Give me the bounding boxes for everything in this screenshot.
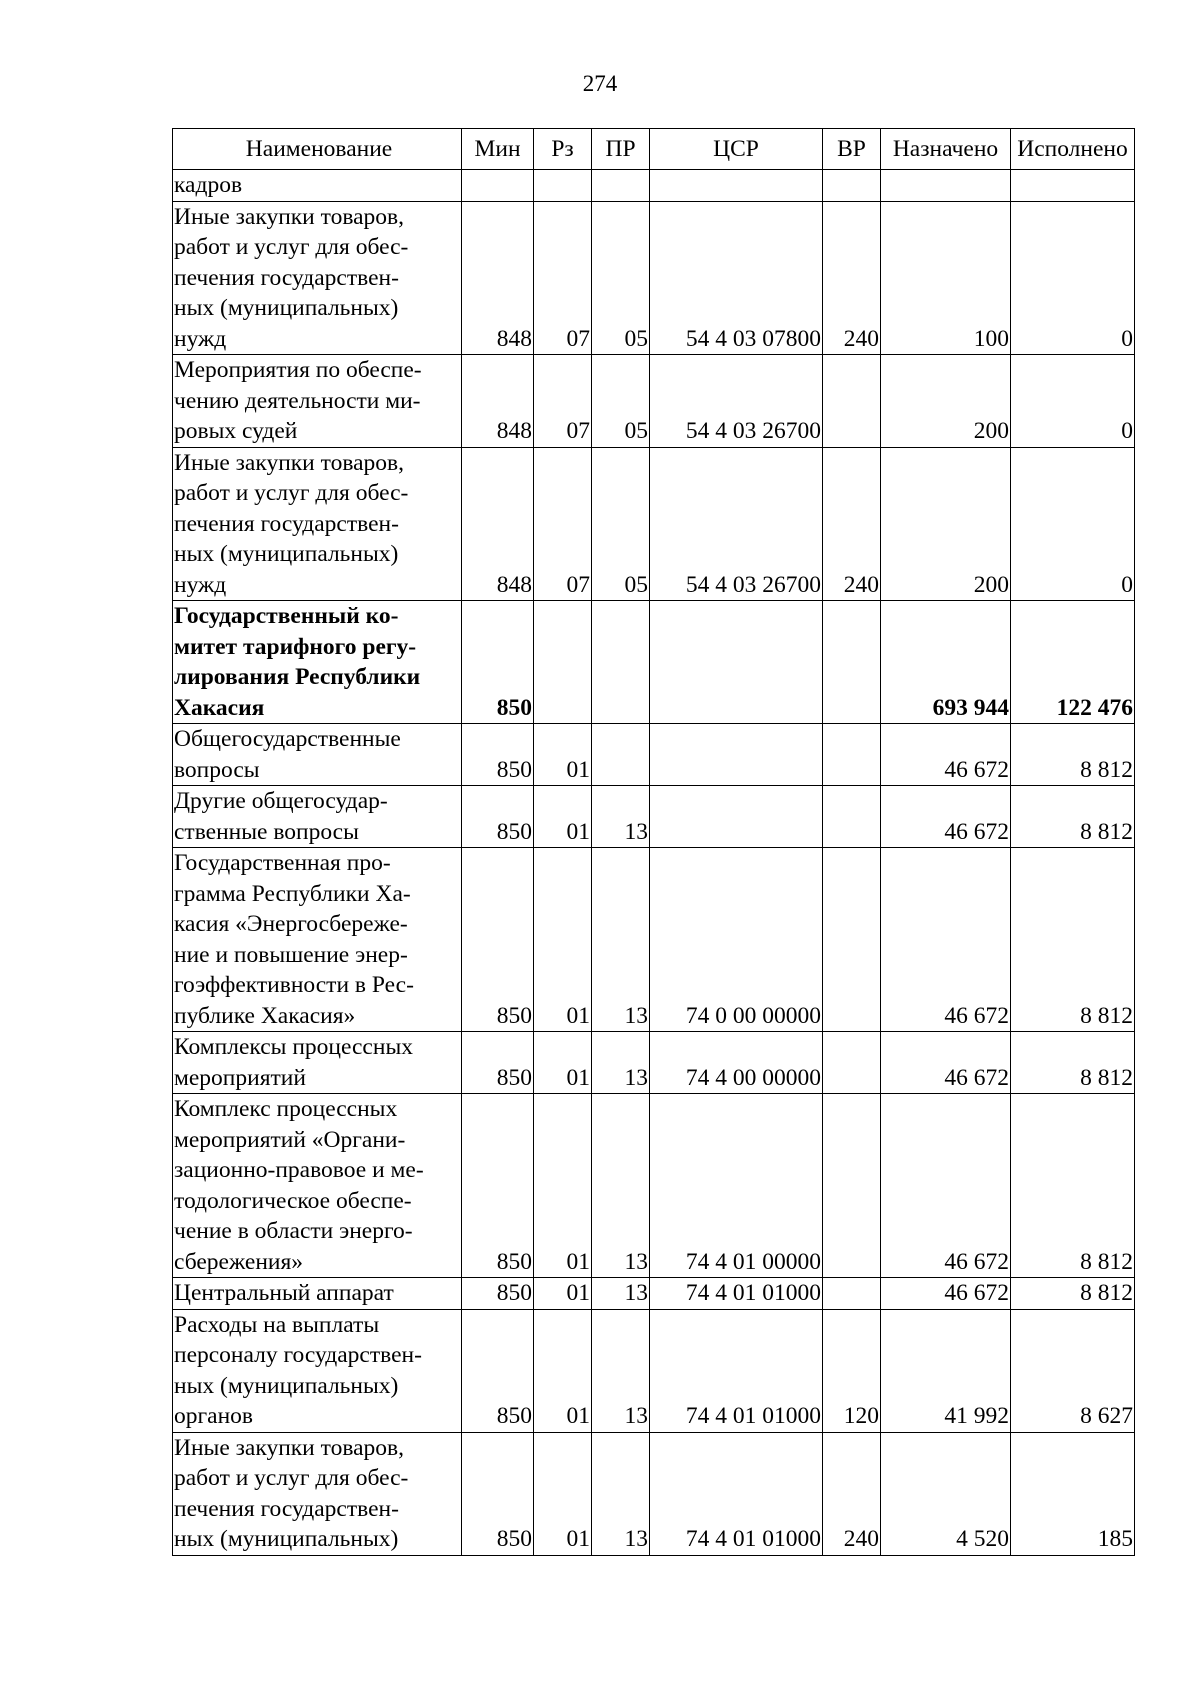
table-row [173, 170, 1135, 202]
name-line: Государственный ко- [174, 603, 399, 629]
table-row [173, 447, 1135, 601]
executed-cell: 8 812 [1011, 1032, 1135, 1094]
name-line: работ и услуг для обес- [174, 234, 409, 260]
vr-cell [823, 355, 881, 448]
vr-cell [823, 1278, 881, 1310]
table-row [173, 201, 1135, 355]
name-cell [173, 1094, 462, 1278]
name-line: Общегосударственные [174, 726, 401, 752]
name-line: касия «Энергосбереже- [174, 911, 408, 937]
name-line: работ и услуг для обес- [174, 1465, 409, 1491]
rz-cell: 01 [534, 1278, 592, 1310]
name-line: ных (муниципальных) [174, 1372, 399, 1399]
assigned-cell: 41 992 [881, 1309, 1011, 1432]
name-line: печения государствен- [174, 264, 399, 291]
table-header-row [173, 129, 1135, 170]
rz-cell: 01 [534, 724, 592, 786]
executed-cell: 122 476 [1011, 601, 1135, 724]
min-cell: 848 [462, 447, 534, 601]
name-line: публике Хакасия» [174, 1002, 356, 1029]
assigned-cell: 46 672 [881, 848, 1011, 1032]
name-line: лирования Республики [174, 664, 421, 690]
name-line: тодологическое обеспе- [174, 1187, 412, 1214]
name-cell [173, 848, 462, 1032]
name-line: персоналу государствен- [174, 1342, 422, 1368]
name-line: мероприятий «Органи- [174, 1126, 406, 1153]
header-name: Наименование [173, 129, 462, 170]
name-line: ных (муниципальных) [174, 295, 399, 321]
executed-cell: 8 627 [1011, 1309, 1135, 1432]
csr-cell [650, 724, 823, 786]
csr-cell: 74 4 01 01000 [650, 1432, 823, 1555]
executed-cell: 0 [1011, 355, 1135, 448]
name-line: гоэффективности в Рес- [174, 972, 414, 998]
vr-cell [823, 724, 881, 786]
name-line: нужд [174, 571, 227, 598]
assigned-cell: 4 520 [881, 1432, 1011, 1555]
rz-cell: 07 [534, 201, 592, 355]
name-line: чение в области энерго- [174, 1218, 413, 1244]
name-line: Иные закупки товаров, [174, 203, 405, 230]
header-rz: Рз [534, 129, 592, 170]
name-line: вопросы [174, 756, 260, 783]
name-cell [173, 1032, 462, 1094]
vr-cell [823, 601, 881, 724]
name-line: Комплекс процессных [174, 1096, 398, 1122]
header-min: Мин [462, 129, 534, 170]
name-cell [173, 355, 462, 448]
name-line: Государственная про- [174, 850, 391, 876]
name-line: печения государствен- [174, 510, 399, 537]
csr-cell [650, 786, 823, 848]
name-line: ных (муниципальных) [174, 541, 399, 567]
rz-cell: 01 [534, 1094, 592, 1278]
table-row [173, 1278, 1135, 1310]
header-assigned: Назначено [881, 129, 1011, 170]
executed-cell: 0 [1011, 201, 1135, 355]
executed-cell: 8 812 [1011, 1278, 1135, 1310]
name-line: ных (муниципальных) [174, 1526, 399, 1552]
executed-cell: 8 812 [1011, 786, 1135, 848]
name-cell [173, 1309, 462, 1432]
name-line: Расходы на выплаты [174, 1311, 380, 1338]
csr-cell: 74 0 00 00000 [650, 848, 823, 1032]
csr-cell: 54 4 03 07800 [650, 201, 823, 355]
min-cell: 850 [462, 1032, 534, 1094]
name-line: грамма Республики Ха- [174, 880, 411, 907]
table-row [173, 1094, 1135, 1278]
executed-cell: 0 [1011, 447, 1135, 601]
table-row [173, 1432, 1135, 1555]
name-line: Хакасия [174, 694, 265, 721]
name-cell [173, 1278, 462, 1310]
table-row [173, 1309, 1135, 1432]
name-line: нужд [174, 325, 227, 352]
pr-cell: 13 [592, 1278, 650, 1310]
min-cell: 848 [462, 355, 534, 448]
executed-cell [1011, 170, 1135, 202]
rz-cell: 01 [534, 848, 592, 1032]
name-line: Иные закупки товаров, [174, 449, 405, 476]
name-line: сбережения» [174, 1248, 304, 1275]
name-line: органов [174, 1403, 253, 1429]
assigned-cell: 46 672 [881, 1278, 1011, 1310]
executed-cell: 8 812 [1011, 1094, 1135, 1278]
name-cell [173, 601, 462, 724]
table-row [173, 848, 1135, 1032]
csr-cell: 74 4 00 00000 [650, 1032, 823, 1094]
rz-cell [534, 601, 592, 724]
name-line: ственные вопросы [174, 818, 359, 845]
min-cell: 848 [462, 201, 534, 355]
csr-cell [650, 601, 823, 724]
csr-cell: 54 4 03 26700 [650, 355, 823, 448]
rz-cell: 01 [534, 1309, 592, 1432]
min-cell: 850 [462, 601, 534, 724]
min-cell: 850 [462, 1309, 534, 1432]
pr-cell: 13 [592, 1432, 650, 1555]
min-cell: 850 [462, 1094, 534, 1278]
name-cell [173, 724, 462, 786]
vr-cell: 240 [823, 1432, 881, 1555]
name-line: чению деятельности ми- [174, 387, 421, 414]
vr-cell: 120 [823, 1309, 881, 1432]
name-cell [173, 170, 462, 202]
assigned-cell: 46 672 [881, 786, 1011, 848]
name-line: Мероприятия по обеспе- [174, 357, 422, 383]
rz-cell: 01 [534, 1032, 592, 1094]
assigned-cell: 200 [881, 447, 1011, 601]
min-cell [462, 170, 534, 202]
csr-cell: 74 4 01 01000 [650, 1278, 823, 1310]
min-cell: 850 [462, 724, 534, 786]
vr-cell [823, 786, 881, 848]
table-row [173, 1032, 1135, 1094]
table-row [173, 724, 1135, 786]
table-row [173, 786, 1135, 848]
pr-cell: 05 [592, 447, 650, 601]
name-cell [173, 447, 462, 601]
csr-cell [650, 170, 823, 202]
name-cell [173, 1432, 462, 1555]
vr-cell: 240 [823, 201, 881, 355]
rz-cell [534, 170, 592, 202]
executed-cell: 185 [1011, 1432, 1135, 1555]
vr-cell: 240 [823, 447, 881, 601]
assigned-cell: 693 944 [881, 601, 1011, 724]
pr-cell [592, 170, 650, 202]
vr-cell [823, 170, 881, 202]
name-line: работ и услуг для обес- [174, 480, 409, 506]
name-line: Комплексы процессных [174, 1034, 413, 1060]
name-line: Иные закупки товаров, [174, 1434, 405, 1461]
min-cell: 850 [462, 848, 534, 1032]
pr-cell: 13 [592, 1032, 650, 1094]
name-line: печения государствен- [174, 1495, 399, 1522]
header-vr: ВР [823, 129, 881, 170]
vr-cell [823, 1094, 881, 1278]
rz-cell: 01 [534, 1432, 592, 1555]
executed-cell: 8 812 [1011, 848, 1135, 1032]
assigned-cell: 200 [881, 355, 1011, 448]
header-csr: ЦСР [650, 129, 823, 170]
name-line: кадров [174, 172, 243, 198]
name-cell [173, 201, 462, 355]
header-executed: Исполнено [1011, 129, 1135, 170]
table-row [173, 601, 1135, 724]
pr-cell [592, 601, 650, 724]
budget-table [172, 128, 1135, 1556]
header-pr: ПР [592, 129, 650, 170]
rz-cell: 07 [534, 355, 592, 448]
csr-cell: 54 4 03 26700 [650, 447, 823, 601]
vr-cell [823, 848, 881, 1032]
name-cell [173, 786, 462, 848]
pr-cell: 13 [592, 786, 650, 848]
table-body [173, 170, 1135, 1556]
assigned-cell [881, 170, 1011, 202]
assigned-cell: 46 672 [881, 724, 1011, 786]
name-line: мероприятий [174, 1064, 306, 1091]
pr-cell: 13 [592, 848, 650, 1032]
assigned-cell: 46 672 [881, 1032, 1011, 1094]
rz-cell: 01 [534, 786, 592, 848]
name-line: ние и повышение энер- [174, 941, 408, 968]
pr-cell [592, 724, 650, 786]
pr-cell: 13 [592, 1309, 650, 1432]
rz-cell: 07 [534, 447, 592, 601]
csr-cell: 74 4 01 01000 [650, 1309, 823, 1432]
name-line: зационно-правовое и ме- [174, 1157, 424, 1183]
vr-cell [823, 1032, 881, 1094]
page-number: 274 [582, 71, 618, 96]
name-line: митет тарифного регу- [174, 633, 417, 660]
min-cell: 850 [462, 1432, 534, 1555]
min-cell: 850 [462, 786, 534, 848]
assigned-cell: 46 672 [881, 1094, 1011, 1278]
name-line: Центральный аппарат [174, 1280, 394, 1306]
pr-cell: 05 [592, 201, 650, 355]
min-cell: 850 [462, 1278, 534, 1310]
executed-cell: 8 812 [1011, 724, 1135, 786]
pr-cell: 13 [592, 1094, 650, 1278]
pr-cell: 05 [592, 355, 650, 448]
name-line: ровых судей [174, 418, 298, 444]
name-line: Другие общегосудар- [174, 788, 388, 814]
table-row [173, 355, 1135, 448]
csr-cell: 74 4 01 00000 [650, 1094, 823, 1278]
assigned-cell: 100 [881, 201, 1011, 355]
